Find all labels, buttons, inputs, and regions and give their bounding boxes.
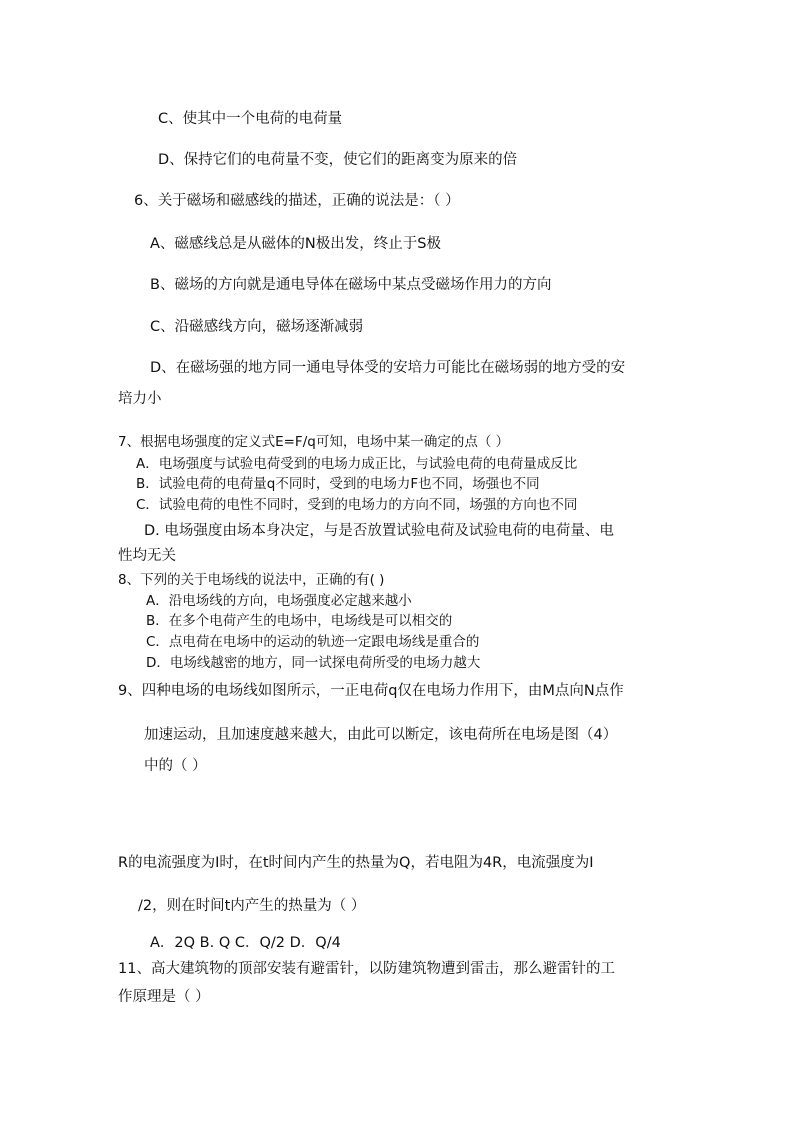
q7-option-b: B．试验电荷的电荷量q不同时，受到的电场力F也不同，场强也不同 [136, 476, 540, 492]
q6-option-b: B、磁场的方向就是通电导体在磁场中某点受磁场作用力的方向 [150, 277, 552, 293]
q7-stem: 7、根据电场强度的定义式E=F/q可知，电场中某一确定的点（ ） [118, 434, 510, 450]
q7-option-d-cont: 性均无关 [118, 548, 176, 564]
q6-option-d: D、在磁场强的地方同一通电导体受的安培力可能比在磁场弱的地方受的安 [150, 360, 626, 376]
q5-option-d: D、保持它们的电荷量不变，使它们的距离变为原来的倍 [158, 152, 518, 168]
q9-answer-blank: 中的（ ） [144, 758, 207, 774]
q10-stem: R的电流强度为I时，在t时间内产生的热量为Q，若电阻为4R，电流强度为I [118, 855, 594, 871]
q7-option-a: A．电场强度与试验电荷受到的电场力成正比，与试验电荷的电荷量成反比 [136, 456, 578, 472]
q10-options: A．2Q B. Q C．Q/2 D．Q/4 [150, 935, 341, 951]
q8-option-d: D．电场线越密的地方，同一试探电荷所受的电场力越大 [146, 655, 481, 671]
q10-stem-cont: /2，则在时间t内产生的热量为（ ） [138, 898, 366, 914]
q8-option-a: A．沿电场线的方向，电场强度必定越来越小 [146, 593, 412, 609]
q7-option-c: C．试验电荷的电性不同时，受到的电场力的方向不同，场强的方向也不同 [136, 497, 578, 513]
q11-stem: 11、高大建筑物的顶部安装有避雷针，以防建筑物遭到雷击，那么避雷针的工 [118, 961, 615, 977]
q6-option-a: A、磁感线总是从磁体的N极出发，终止于S极 [150, 236, 441, 252]
q5-option-c: C、使其中一个电荷的电荷量 [158, 111, 343, 127]
q8-option-b: B．在多个电荷产生的电场中，电场线是可以相交的 [146, 613, 453, 629]
q9-stem: 9、四种电场的电场线如图所示，一正电荷q仅在电场力作用下，由M点向N点作 [118, 683, 624, 699]
q11-stem-cont: 作原理是（ ） [118, 989, 210, 1005]
q6-option-d-cont: 培力小 [118, 391, 162, 407]
q6-stem: 6、关于磁场和磁感线的描述，正确的说法是：（ ） [134, 193, 460, 209]
q6-option-c: C、沿磁感线方向，磁场逐渐减弱 [150, 319, 364, 335]
q9-stem-cont: 加速运动，且加速度越来越大，由此可以断定，该电荷所在电场是图（4） [144, 727, 618, 743]
q8-option-c: C．点电荷在电场中的运动的轨迹一定跟电场线是重合的 [146, 634, 480, 650]
q7-option-d: D. 电场强度由场本身决定，与是否放置试验电荷及试验电荷的电荷量、电 [144, 523, 614, 539]
q8-stem: 8、下列的关于电场线的说法中，正确的有( ) [118, 572, 385, 588]
